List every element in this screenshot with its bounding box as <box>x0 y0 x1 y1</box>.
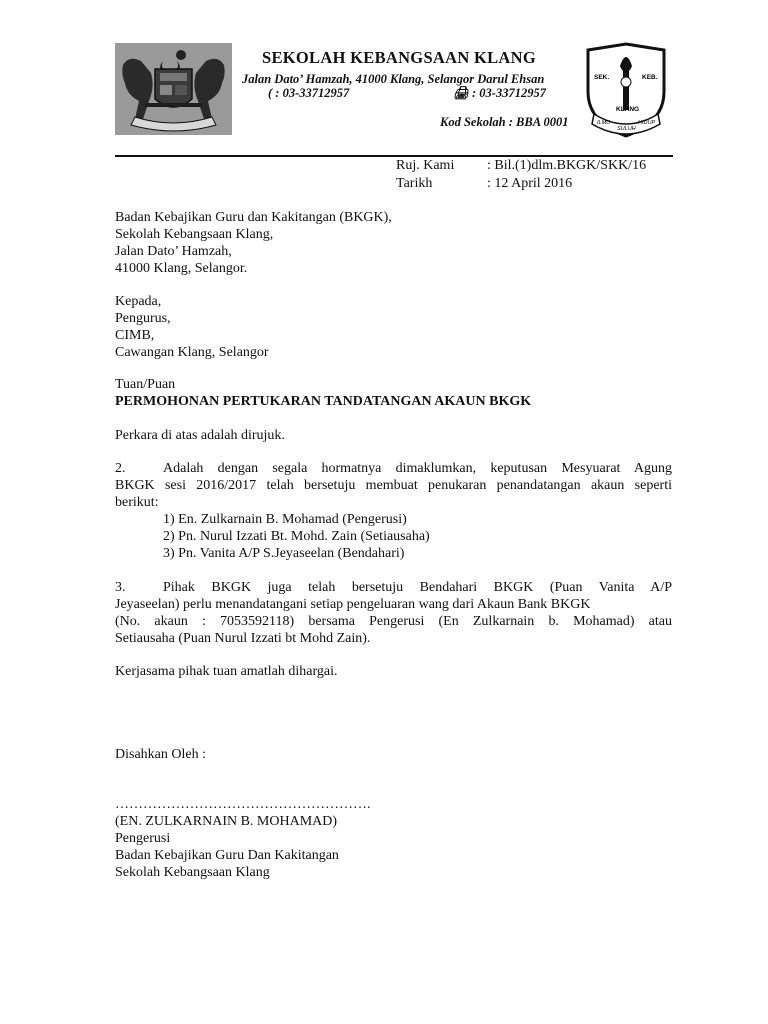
recipient-line: Cawangan Klang, Selangor <box>115 345 269 360</box>
school-name: SEKOLAH KEBANGSAAN KLANG <box>262 48 536 67</box>
recipient-line: Pengurus, <box>115 311 171 326</box>
paragraph-3-line: Pihak BKGK juga telah bersetuju Bendahari BKGK (Puan Vanita A/P <box>163 580 672 595</box>
paragraph-2-line: berikut: <box>115 495 159 510</box>
signatory-title: Pengerusi <box>115 831 171 846</box>
logo-ribbon-middle: SULUH <box>617 126 636 132</box>
signatory-item: 1) En. Zulkarnain B. Mohamad (Pengerusi) <box>163 512 407 527</box>
sender-line: Badan Kebajikan Guru dan Kakitangan (BKGK), <box>115 210 392 225</box>
paragraph-3-line: Setiausaha (Puan Nurul Izzati bt Mohd Zain). <box>115 631 371 646</box>
signatory-item: 2) Pn. Nurul Izzati Bt. Mohd. Zain (Setiausaha) <box>163 529 430 544</box>
signature-line: ………………………………………………. <box>115 797 371 812</box>
logo-ribbon-right: HIDUP <box>638 120 656 126</box>
paragraph-2-line: BKGK sesi 2016/2017 telah bersetuju membuat penukaran penandatangan akaun seperti <box>115 478 672 493</box>
recipient-line: CIMB, <box>115 328 155 343</box>
salutation: Tuan/Puan <box>115 377 176 392</box>
paragraph-number: 2. <box>115 461 126 476</box>
signatory-item: 3) Pn. Vanita A/P S.Jeyaseelan (Bendahari) <box>163 546 405 561</box>
signatory-organization: Badan Kebajikan Guru Dan Kakitangan <box>115 848 339 863</box>
paragraph-3-line: (No. akaun : 7053592118) bersama Pengerusi (En Zulkarnain b. Mohamad) atau <box>115 614 672 629</box>
sender-line: Sekolah Kebangsaan Klang, <box>115 227 274 242</box>
closing-line: Kerjasama pihak tuan amatlah dihargai. <box>115 664 338 679</box>
signatory-name: (EN. ZULKARNAIN B. MOHAMAD) <box>115 814 338 829</box>
school-address: Jalan Dato’ Hamzah, 41000 Klang, Selangor Darul Ehsan <box>242 72 545 86</box>
logo-text-right: KEB. <box>642 74 658 81</box>
verified-by-label: Disahkan Oleh : <box>115 747 206 762</box>
date-value: : 12 April 2016 <box>487 176 573 191</box>
logo-ribbon-left: ILMU <box>597 120 611 126</box>
school-code: Kod Sekolah : BBA 0001 <box>440 115 569 129</box>
logo-text-left: SEK. <box>594 74 610 81</box>
school-logo <box>584 42 668 138</box>
school-fax: 🖨 : 03-33712957 <box>453 86 546 100</box>
subject-heading: PERMOHONAN PERTUKARAN TANDATANGAN AKAUN BKGK <box>115 394 532 409</box>
sender-line: Jalan Dato’ Hamzah, <box>115 244 232 259</box>
paragraph-2-line: Adalah dengan segala hormatnya dimaklumkan, keputusan Mesyuarat Agung <box>163 461 672 476</box>
reference-label: Ruj. Kami <box>396 158 455 173</box>
letterhead-divider <box>115 155 673 157</box>
opening-line: Perkara di atas adalah dirujuk. <box>115 428 285 443</box>
coat-of-arms-icon <box>115 43 232 135</box>
recipient-line: Kepada, <box>115 294 162 309</box>
school-badge-icon <box>584 42 668 138</box>
logo-text-bottom: KLANG <box>616 106 640 113</box>
paragraph-number: 3. <box>115 580 126 595</box>
reference-value: : Bil.(1)dlm.BKGK/SKK/16 <box>487 158 647 173</box>
school-phone: ( : 03-33712957 <box>268 86 350 100</box>
signatory-school: Sekolah Kebangsaan Klang <box>115 865 270 880</box>
paragraph-3-line: Jeyaseelan) perlu menandatangani setiap pengeluaran wang dari Akaun Bank BKGK <box>115 597 591 612</box>
malaysia-coat-of-arms-image <box>115 43 232 135</box>
date-label: Tarikh <box>396 176 433 191</box>
sender-line: 41000 Klang, Selangor. <box>115 261 248 276</box>
